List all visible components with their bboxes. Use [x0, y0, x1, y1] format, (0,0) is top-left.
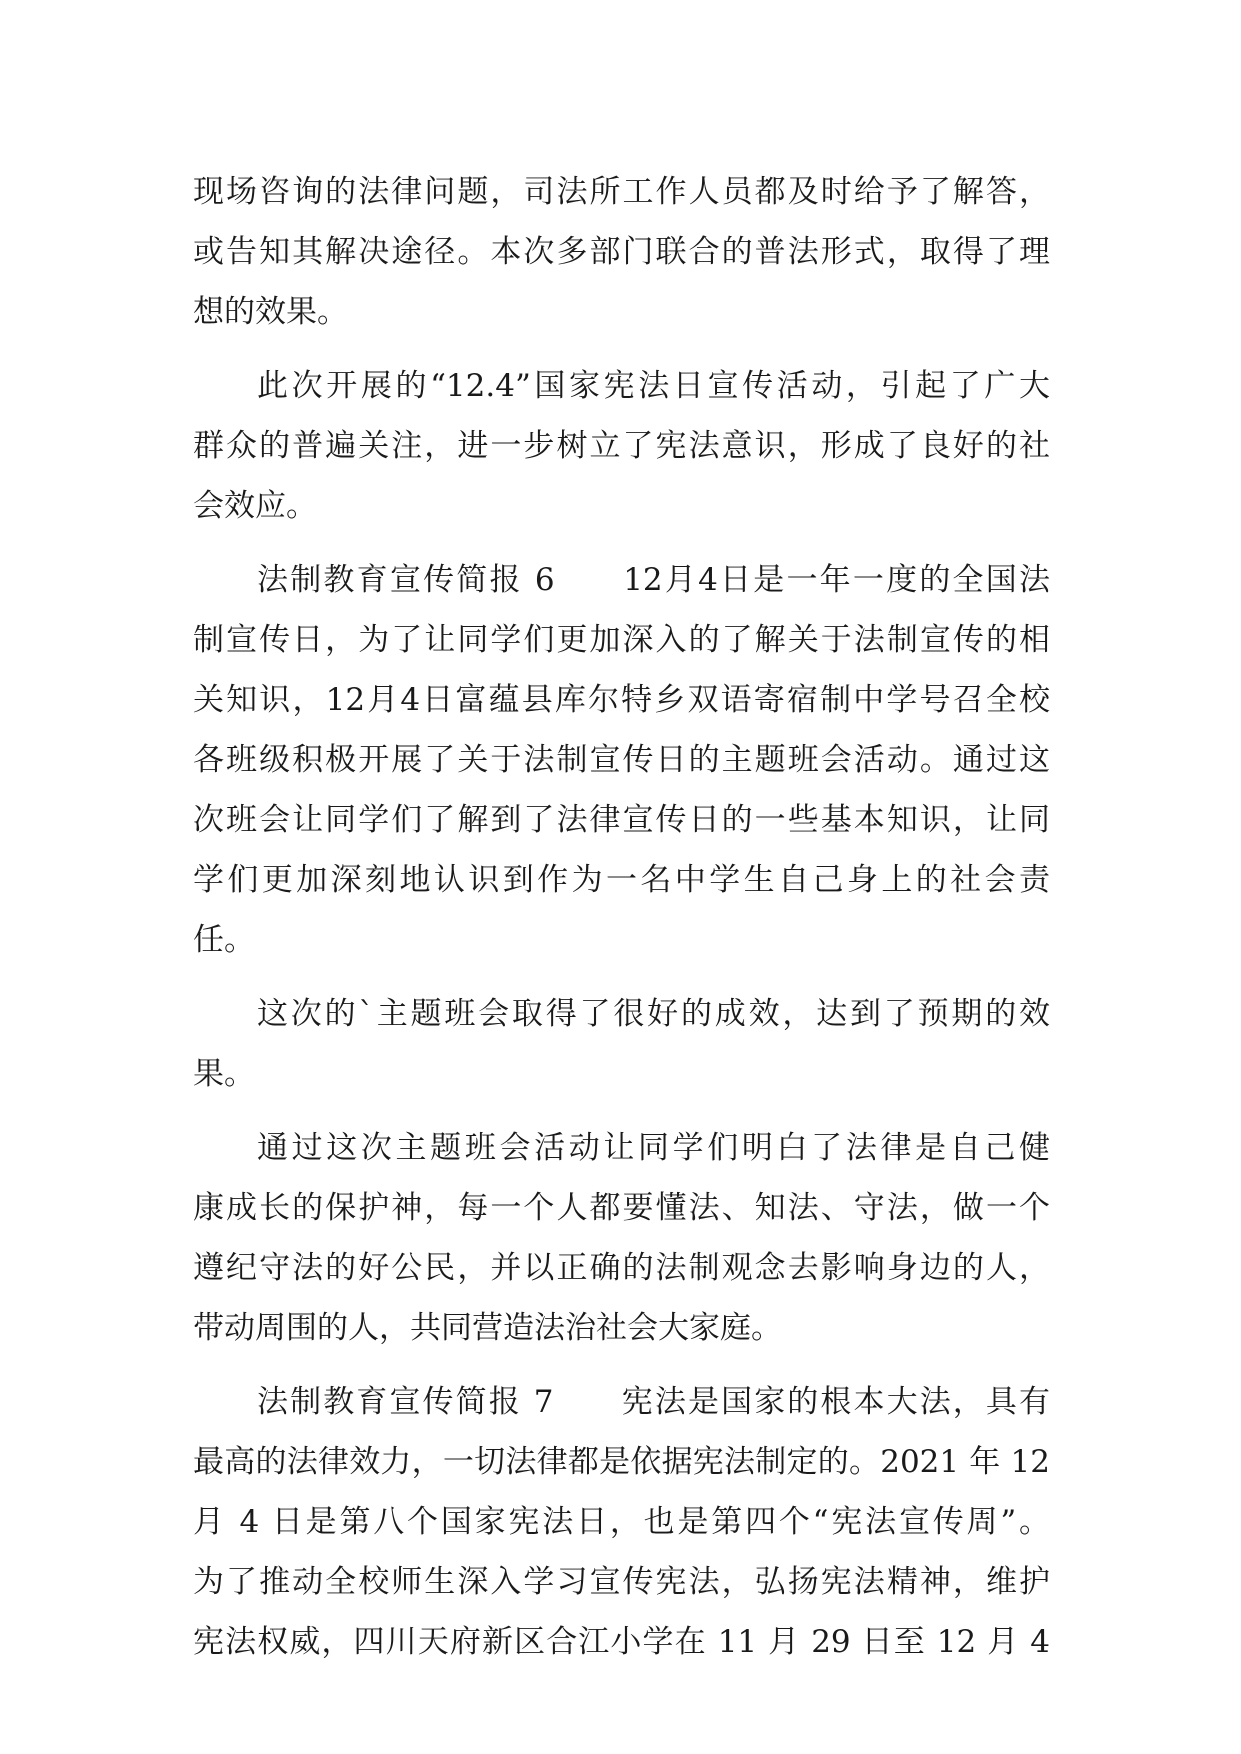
text-line: 群众的普遍关注，进一步树立了宪法意识，形成了良好的社: [193, 428, 1050, 464]
text-line: 或告知其解决途径。本次多部门联合的普法形式，取得了理: [193, 234, 1050, 270]
text-line: 通过这次主题班会活动让同学们明白了法律是自己健: [257, 1130, 1050, 1166]
text-line: 次班会让同学们了解到了法律宣传日的一些基本知识，让同: [193, 802, 1050, 838]
text-line: 会效应。: [193, 488, 317, 524]
text-line: 遵纪守法的好公民，并以正确的法制观念去影响身边的人，: [193, 1250, 1050, 1286]
text-line: 月 4 日是第八个国家宪法日，也是第四个“宪法宣传周”。: [193, 1504, 1050, 1540]
text-line: 关知识，12月4日富蕴县库尔特乡双语寄宿制中学号召全校: [193, 682, 1050, 718]
text-line: 各班级积极开展了关于法制宣传日的主题班会活动。通过这: [193, 742, 1050, 778]
text-line: 此次开展的“12.4”国家宪法日宣传活动，引起了广大: [257, 368, 1050, 404]
text-line: 法制教育宣传简报 7 宪法是国家的根本大法，具有: [257, 1384, 1050, 1420]
text-line: 学们更加深刻地认识到作为一名中学生自己身上的社会责: [193, 862, 1050, 898]
text-line: 最高的法律效力，一切法律都是依据宪法制定的。2021 年 12: [193, 1444, 1050, 1480]
text-line: 制宣传日，为了让同学们更加深入的了解关于法制宣传的相: [193, 622, 1050, 658]
text-line: 现场咨询的法律问题，司法所工作人员都及时给予了解答，: [193, 174, 1050, 210]
text-line: 果。: [193, 1056, 255, 1092]
text-line: 法制教育宣传简报 6 12月4日是一年一度的全国法: [257, 562, 1050, 598]
text-line: 带动周围的人，共同营造法治社会大家庭。: [193, 1310, 782, 1346]
text-line: 这次的`主题班会取得了很好的成效，达到了预期的效: [257, 996, 1050, 1032]
text-line: 康成长的保护神，每一个人都要懂法、知法、守法，做一个: [193, 1190, 1050, 1226]
text-line: 任。: [193, 922, 255, 958]
document-body: [193, 162, 1050, 1672]
text-line: 宪法权威，四川天府新区合江小学在 11 月 29 日至 12 月 4: [193, 1624, 1050, 1660]
text-line: 想的效果。: [193, 294, 348, 330]
text-line: 为了推动全校师生深入学习宣传宪法，弘扬宪法精神，维护: [193, 1564, 1050, 1600]
